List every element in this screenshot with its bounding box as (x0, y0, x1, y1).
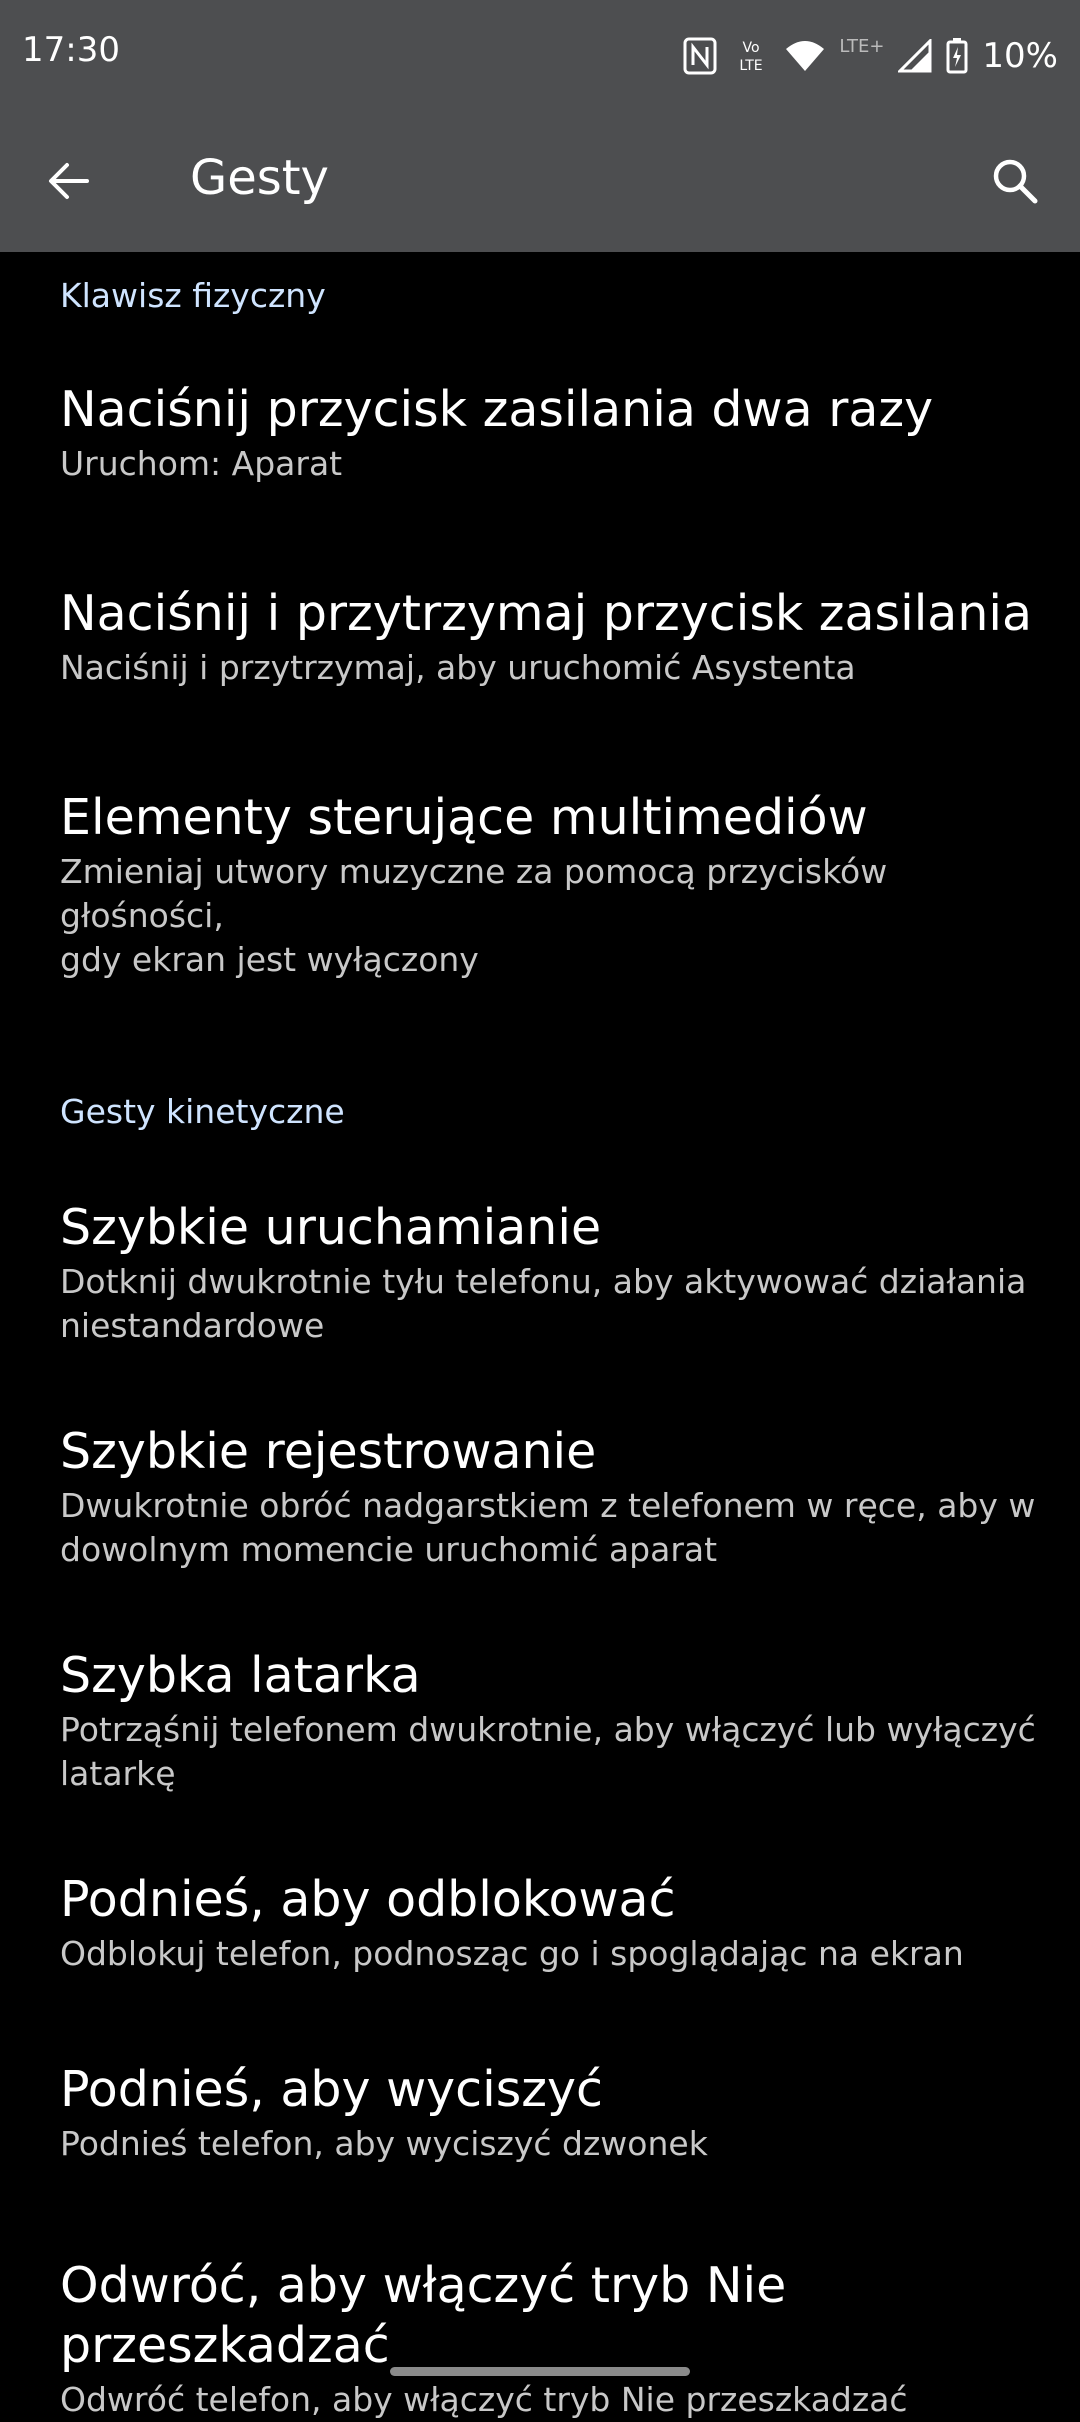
pref-summary: Uruchom: Aparat (60, 444, 343, 483)
pref-summary-line: gdy ekran jest wyłączony (60, 940, 479, 979)
pref-title: Szybkie uruchamianie (60, 1199, 602, 1256)
status-icons (683, 28, 1058, 84)
pref-summary (60, 1260, 1040, 1348)
pref-title: Podnieś, aby odblokować (60, 1871, 676, 1928)
pref-title: Podnieś, aby wyciszyć (60, 2061, 603, 2118)
pref-summary: Naciśnij i przytrzymaj, aby uruchomić Asystenta (60, 648, 856, 687)
battery-icon (946, 38, 968, 74)
pref-lift-to-silence[interactable] (0, 2026, 1080, 2216)
arrow-back-icon (47, 159, 91, 203)
pref-summary-line: Dwukrotnie obróć nadgarstkiem z telefonem w ręce, aby w (60, 1486, 1036, 1525)
section-header-physical-key: Klawisz fizyczny (60, 276, 326, 315)
status-time: 17:30 (22, 30, 120, 70)
pref-summary: Odblokuj telefon, podnosząc go i spoglądając na ekran (60, 1934, 964, 1973)
pref-media-controls[interactable] (0, 734, 1080, 1026)
pref-summary (60, 1708, 1040, 1796)
lte-plus-icon: LTE+ (839, 35, 885, 57)
pref-flip-to-dnd[interactable] (0, 2216, 1080, 2422)
pref-title (60, 2256, 1040, 2376)
pref-summary-line: latarkę (60, 1754, 176, 1793)
svg-text:Vo: Vo (742, 40, 760, 56)
gesture-navigation-handle[interactable] (390, 2367, 690, 2376)
pref-quick-flashlight[interactable] (0, 1622, 1080, 1846)
section-header-kinetic-gestures: Gesty kinetyczne (60, 1092, 345, 1131)
pref-lift-to-unlock[interactable] (0, 1846, 1080, 2026)
pref-title: Szybkie rejestrowanie (60, 1423, 597, 1480)
status-bar (0, 0, 1080, 110)
pref-quick-capture[interactable] (0, 1398, 1080, 1622)
signal-icon (898, 39, 932, 73)
pref-summary (60, 1484, 1040, 1572)
settings-list (0, 252, 1080, 2422)
wifi-icon (785, 39, 825, 73)
svg-text:LTE: LTE (739, 58, 764, 74)
pref-summary: Odwróć telefon, aby włączyć tryb Nie przeszkadzać (60, 2380, 908, 2419)
page-title: Gesty (190, 150, 329, 206)
pref-summary-line: Potrząśnij telefonem dwukrotnie, aby włączyć lub wyłączyć (60, 1710, 1036, 1749)
search-icon (992, 158, 1038, 204)
pref-summary-line: niestandardowe (60, 1306, 325, 1345)
pref-press-hold-power[interactable] (0, 530, 1080, 734)
pref-double-press-power[interactable] (0, 326, 1080, 530)
pref-quick-launch[interactable] (0, 1142, 1080, 1398)
pref-title: Elementy sterujące multimediów (60, 789, 868, 846)
pref-title: Szybka latarka (60, 1647, 421, 1704)
pref-summary-line: dowolnym momencie uruchomić aparat (60, 1530, 718, 1569)
volte-icon (731, 36, 771, 76)
search-button[interactable] (980, 146, 1050, 216)
app-bar (0, 110, 1080, 252)
pref-summary (60, 850, 1040, 982)
pref-title-line: Odwróć, aby włączyć tryb Nie (60, 2257, 787, 2314)
pref-title: Naciśnij przycisk zasilania dwa razy (60, 381, 934, 438)
back-button[interactable] (34, 146, 104, 216)
pref-title: Naciśnij i przytrzymaj przycisk zasilania (60, 585, 1033, 642)
nfc-icon (683, 37, 717, 75)
pref-summary-line: Dotknij dwukrotnie tyłu telefonu, aby aktywować działania (60, 1262, 1027, 1301)
pref-summary-line: Zmieniaj utwory muzyczne za pomocą przycisków głośności, (60, 852, 888, 935)
battery-percentage: 10% (982, 36, 1058, 76)
pref-title-line: przeszkadzać (60, 2317, 390, 2374)
pref-summary: Podnieś telefon, aby wyciszyć dzwonek (60, 2124, 708, 2163)
